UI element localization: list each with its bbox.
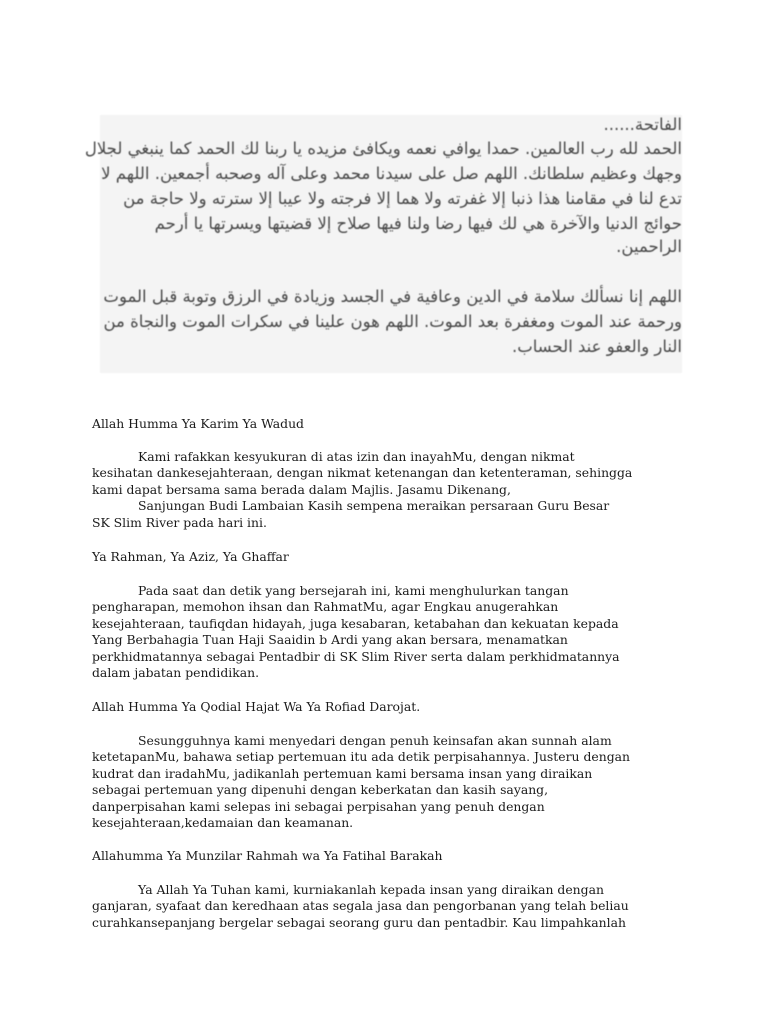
arabic-line: تدع لنا في مقامنا هذا ذنبا إلا غفرته ولا هما إلا فرجته ولا عيبا إلا سترته ولا حاجة من	[123, 189, 682, 208]
arabic-line: ورحمة عند الموت ومغفرة بعد الموت. اللهم هون علينا في سكرات الموت والنجاة من	[103, 312, 682, 331]
arabic-line: الحمد لله رب العالمين. حمدا يوافي نعمه ويكافئ مزيده يا ربنا لك الحمد كما ينبغي لجلال	[84, 139, 682, 158]
arabic-line: النار والعفو عند الحساب.	[511, 337, 682, 356]
heading-rahman-aziz: Ya Rahman, Ya Aziz, Ya Ghaffar	[92, 549, 289, 564]
heading-munzilar-rahmah: Allahumma Ya Munzilar Rahmah wa Ya Fatihal Barakah	[92, 848, 443, 863]
para-line: kami dapat bersama sama berada dalam Majlis. Jasamu Dikenang,	[92, 481, 511, 497]
para-line: curahkansepanjang bergelar sebagai seorang guru dan pentadbir. Kau limpahkanlah	[92, 914, 626, 930]
para-line: ketetapanMu, bahawa setiap pertemuan itu ada detik perpisahannya. Justeru dengan	[92, 749, 630, 765]
para-line: Sanjungan Budi Lambaian Kasih sempena meraikan persaraan Guru Besar	[138, 498, 610, 514]
para-line: Pada saat dan detik yang bersejarah ini, kami menghulurkan tangan	[138, 583, 569, 598]
para-line: ganjaran, syafaat dan keredhaan atas segala jasa dan pengorbanan yang telah beliau	[92, 898, 629, 914]
arabic-line: اللهم إنا نسألك سلامة في الدين وعافية في الجسد وزيادة في الرزق وتوبة قبل الموت	[103, 287, 682, 306]
paragraph-4	[92, 882, 692, 931]
arabic-line: وجهك وعظيم سلطانك. اللهم صل على سيدنا محمد وعلى آله وصحبه أجمعين. اللهم لا	[101, 164, 682, 183]
para-line: Yang Berbahagia Tuan Haji Saaidin b Ardi yang akan bersara, menamatkan	[92, 632, 568, 648]
paragraph-2	[92, 583, 692, 681]
arabic-line: الفاتحة......	[603, 115, 682, 134]
heading-qodial-hajat: Allah Humma Ya Qodial Hajat Wa Ya Rofiad Darojat.	[92, 699, 421, 714]
para-line: sebagai pertemuan yang dipenuhi dengan keberkatan dan kasih sayang,	[92, 782, 549, 798]
para-line: kesejahteraan, taufiqdan hidayah, juga kesabaran, ketabahan dan kekuatan kepada	[92, 615, 619, 631]
arabic-prayer-image	[84, 115, 682, 373]
para-line: dalam jabatan pendidikan.	[92, 665, 260, 681]
paragraph-1	[92, 449, 692, 531]
para-line: danperpisahan kami selepas ini sebagai perpisahan yang penuh dengan	[92, 798, 545, 814]
para-line: kesihatan dankesejahteraan, dengan nikmat ketenangan dan ketenteraman, sehingga	[92, 465, 633, 481]
para-line: kesejahteraan,kedamaian dan keamanan.	[92, 815, 354, 831]
para-line: Kami rafakkan kesyukuran di atas izin dan inayahMu, dengan nikmat	[138, 449, 575, 464]
para-line: SK Slim River pada hari ini.	[92, 514, 267, 530]
para-line: Ya Allah Ya Tuhan kami, kurniakanlah kepada insan yang diraikan dengan	[138, 882, 604, 897]
para-line: perkhidmatannya sebagai Pentadbir di SK Slim River serta dalam perkhidmatannya	[92, 648, 620, 664]
para-line: Sesungguhnya kami menyedari dengan penuh keinsafan akan sunnah alam	[138, 733, 612, 748]
para-line: kudrat dan iradahMu, jadikanlah pertemuan kami bersama insan yang diraikan	[92, 765, 593, 781]
para-line: pengharapan, memohon ihsan dan RahmatMu, agar Engkau anugerahkan	[92, 599, 559, 615]
heading-karim-wadud: Allah Humma Ya Karim Ya Wadud	[92, 416, 304, 431]
arabic-line: حوائج الدنيا والآخرة هي لك فيها رضا ولنا فيها صلاح إلا قضيتها ويسرتها يا أرحم	[154, 214, 682, 233]
paragraph-3	[92, 733, 692, 831]
arabic-line: الراحمين.	[616, 237, 682, 256]
